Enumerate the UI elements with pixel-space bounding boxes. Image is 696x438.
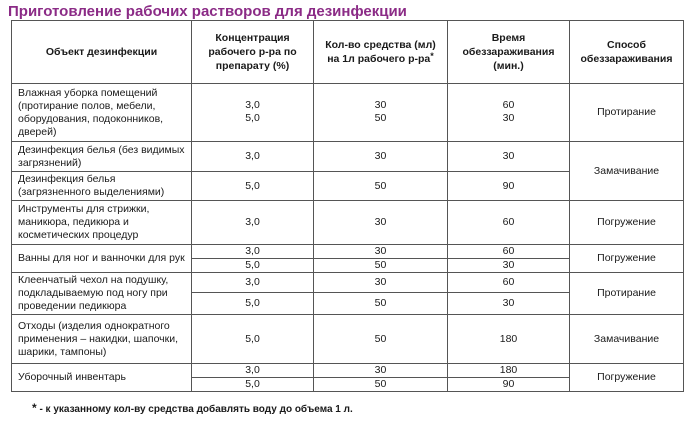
- time-cell: 60: [448, 84, 570, 112]
- table-row: [12, 201, 684, 245]
- time-cell: 30: [448, 293, 570, 315]
- amount-cell: 50: [314, 315, 448, 364]
- object-cell: Клеенчатый чехол на подушку, подкладываемую под ногу при проведении педикюра: [12, 273, 192, 315]
- time-cell: 90: [448, 378, 570, 392]
- conc-cell: 5,0: [192, 112, 314, 142]
- time-cell: 90: [448, 172, 570, 201]
- table-row: [12, 84, 684, 112]
- table-row: [12, 245, 684, 259]
- conc-cell: 5,0: [192, 259, 314, 273]
- amount-cell: 30: [314, 201, 448, 245]
- time-cell: 60: [448, 273, 570, 293]
- time-cell: 60: [448, 201, 570, 245]
- object-cell: Влажная уборка помещений (протирание полов, мебели, оборудования, подоконников, дверей): [12, 84, 192, 142]
- header-amount-star: *: [430, 51, 434, 61]
- conc-cell: 5,0: [192, 293, 314, 315]
- conc-cell: 5,0: [192, 172, 314, 201]
- conc-cell: 3,0: [192, 142, 314, 172]
- conc-cell: 3,0: [192, 201, 314, 245]
- conc-cell: 5,0: [192, 378, 314, 392]
- header-concentration: Концентрация рабочего р-ра по препарату (%): [192, 21, 314, 84]
- amount-cell: 50: [314, 259, 448, 273]
- method-cell: Погружение: [570, 201, 684, 245]
- header-row: [12, 21, 684, 84]
- conc-cell: 3,0: [192, 273, 314, 293]
- table-row: [12, 364, 684, 378]
- header-amount: [314, 21, 448, 84]
- time-cell: 30: [448, 112, 570, 142]
- header-object: Объект дезинфекции: [12, 21, 192, 84]
- page-title: Приготовление рабочих растворов для дезинфекции: [8, 3, 407, 20]
- footnote: [32, 401, 353, 418]
- table-row: [12, 142, 684, 172]
- footnote-star: *: [32, 401, 37, 415]
- time-cell: 60: [448, 245, 570, 259]
- table-row: [12, 273, 684, 293]
- object-cell: Отходы (изделия однократного применения – накидки, шапочки, шарики, тампоны): [12, 315, 192, 364]
- footnote-text: - к указанному кол-ву средства добавлять воду до объема 1 л.: [36, 404, 353, 415]
- object-cell: Уборочный инвентарь: [12, 364, 192, 392]
- amount-cell: 50: [314, 378, 448, 392]
- time-cell: 30: [448, 142, 570, 172]
- conc-cell: 3,0: [192, 245, 314, 259]
- method-cell: Погружение: [570, 245, 684, 273]
- disinfection-table: [11, 20, 684, 392]
- time-cell: 180: [448, 315, 570, 364]
- header-method: Способ обеззараживания: [570, 21, 684, 84]
- table-row: [12, 315, 684, 364]
- object-cell: Ванны для ног и ванночки для рук: [12, 245, 192, 273]
- conc-cell: 5,0: [192, 315, 314, 364]
- amount-cell: 50: [314, 172, 448, 201]
- conc-cell: 3,0: [192, 84, 314, 112]
- amount-cell: 50: [314, 112, 448, 142]
- amount-cell: 50: [314, 293, 448, 315]
- method-cell: Замачивание: [570, 142, 684, 201]
- amount-cell: 30: [314, 364, 448, 378]
- amount-cell: 30: [314, 273, 448, 293]
- amount-cell: 30: [314, 84, 448, 112]
- object-cell: Дезинфекция белья (без видимых загрязнений): [12, 142, 192, 172]
- amount-cell: 30: [314, 142, 448, 172]
- object-cell: Дезинфекция белья (загрязненного выделениями): [12, 172, 192, 201]
- header-amount-text: Кол-во средства (мл) на 1л рабочего р-ра: [325, 39, 436, 65]
- method-cell: Замачивание: [570, 315, 684, 364]
- conc-cell: 3,0: [192, 364, 314, 378]
- time-cell: 180: [448, 364, 570, 378]
- object-cell: Инструменты для стрижки, маникюра, педикюра и косметических процедур: [12, 201, 192, 245]
- method-cell: Протирание: [570, 84, 684, 142]
- amount-cell: 30: [314, 245, 448, 259]
- time-cell: 30: [448, 259, 570, 273]
- method-cell: Протирание: [570, 273, 684, 315]
- header-time: Время обеззараживания (мин.): [448, 21, 570, 84]
- method-cell: Погружение: [570, 364, 684, 392]
